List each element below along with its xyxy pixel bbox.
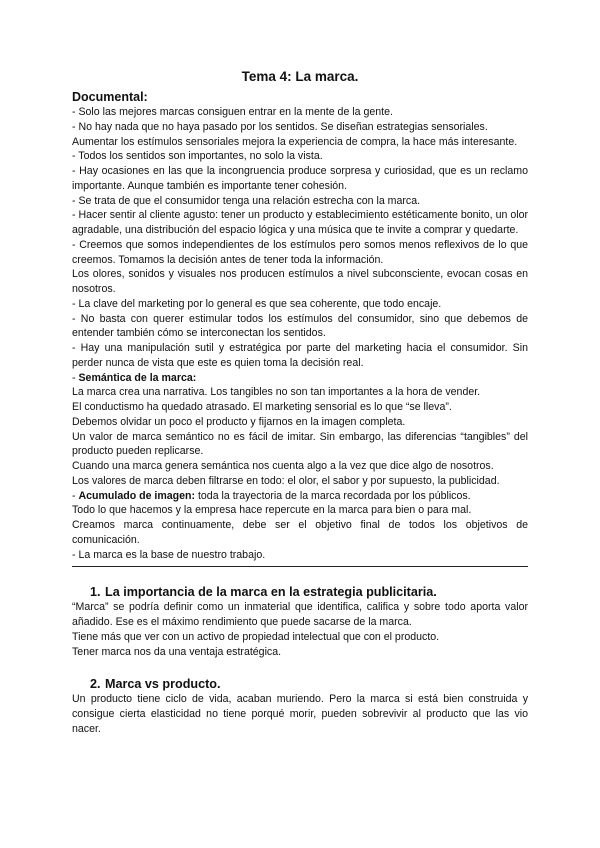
acumulado-text: toda la trayectoria de la marca recordada por los públicos. xyxy=(195,489,471,502)
section-1-paragraph: Tener marca nos da una ventaja estratégica. xyxy=(72,645,282,658)
semantica-paragraph: Un valor de marca semántico no es fácil de imitar. Sin embargo, las diferencias “tangibles” del producto pueden replicarse. xyxy=(72,430,528,458)
document-page xyxy=(72,68,528,737)
acumulado-paragraph: Todo lo que hacemos y la empresa hace repercute en la marca para bien o para mal. xyxy=(72,504,472,517)
documental-paragraph: - Todos los sentidos son importantes, no solo la vista. xyxy=(72,150,323,163)
documental-paragraph: Aumentar los estímulos sensoriales mejora la experiencia de compra, la hace más interesante. xyxy=(72,135,518,148)
documental-paragraph: - Hay ocasiones en las que la incongruencia produce sorpresa y curiosidad, que es un reclamo importante. Aunque también es importante tener cohesión. xyxy=(72,165,528,192)
documental-paragraph: - Hacer sentir al cliente agusto: tener un producto y establecimiento estéticamente bonito, un olor agradable, una distribución del espacio lógica y una música que te invite a comprar y quedarte. xyxy=(72,209,528,236)
acumulado-label: Acumulado de imagen: xyxy=(78,489,196,502)
documental-paragraph: - No basta con querer estimular todos los estímulos del consumidor, sino que debemos de entender también cómo se interconectan los sentidos. xyxy=(72,312,528,340)
section-1-paragraph: Tiene más que ver con un activo de propiedad intelectual que con el producto. xyxy=(72,630,440,643)
acumulado-paragraph: - La marca es la base de nuestro trabajo. xyxy=(72,548,266,561)
section-2-paragraph: Un producto tiene ciclo de vida, acaban muriendo. Pero la marca si está bien construida y consigue cierta elasticidad no tiene porqué morir, pueden sobrevivir al producto que las vio nacer. xyxy=(72,693,528,735)
section-1-title: La importancia de la marca en la estrategia publicitaria. xyxy=(105,585,437,600)
section-1-number: 1. xyxy=(90,585,101,600)
documental-paragraph: - Creemos que somos independientes de los estímulos pero somos menos reflexivos de lo que creemos. Tomamos la decisión antes de tener toda la información. xyxy=(72,238,528,266)
semantica-paragraph: Los valores de marca deben filtrarse en todo: el olor, el sabor y por supuesto, la publicidad. xyxy=(72,474,500,487)
documental-paragraph: - Se trata de que el consumidor tenga una relación estrecha con la marca. xyxy=(72,194,421,207)
acumulado-prefix: - xyxy=(72,489,79,502)
documental-paragraph: - La clave del marketing por lo general es que sea coherente, que todo encaje. xyxy=(72,297,442,310)
acumulado-heading xyxy=(72,489,528,504)
documental-notes xyxy=(72,105,528,371)
section-2-title: Marca vs producto. xyxy=(105,677,221,692)
semantica-paragraph: Cuando una marca genera semántica nos cuenta algo a la vez que dice algo de nosotros. xyxy=(72,460,494,472)
documental-paragraph: - Hay una manipulación sutil y estratégica por parte del marketing hacia el consumidor. Sin perder nunca de vista que este es quien toma la decisión real. xyxy=(72,342,528,369)
section-1-heading xyxy=(90,584,528,600)
acumulado-paragraph: Creamos marca continuamente, debe ser el objetivo final de todos los objetivos de comunicación. xyxy=(72,519,528,546)
semantica-paragraph: El conductismo ha quedado atrasado. El marketing sensorial es lo que “se lleva”. xyxy=(72,401,452,413)
documental-label: Documental: xyxy=(72,90,148,104)
section-2-heading xyxy=(90,676,528,692)
documental-paragraph: - Solo las mejores marcas consiguen entrar en la mente de la gente. xyxy=(72,106,393,118)
documental-paragraph: - No hay nada que no haya pasado por los sentidos. Se diseñan estrategias sensoriales. xyxy=(72,120,488,133)
semantica-paragraph: La marca crea una narrativa. Los tangibles no son tan importantes a la hora de vender. xyxy=(72,386,481,399)
section-1-paragraph: “Marca” se podría definir como un inmaterial que identifica, califica y sobre todo aporta valor añadido. Ese es el máximo rendimiento que puede sacarse de la marca. xyxy=(72,601,528,628)
semantica-prefix: - xyxy=(72,371,79,384)
documental-paragraph: Los olores, sonidos y visuales nos producen estímulos a nivel subconsciente, evocan cosas en nosotros. xyxy=(72,268,528,295)
semantica-label: Semántica de la marca: xyxy=(78,371,197,384)
section-2-number: 2. xyxy=(90,677,101,692)
semantica-paragraph: Debemos olvidar un poco el producto y fijarnos en la imagen completa. xyxy=(72,415,406,428)
semantica-heading xyxy=(72,371,528,386)
page-title: Tema 4: La marca. xyxy=(241,69,359,84)
horizontal-rule xyxy=(72,566,528,567)
